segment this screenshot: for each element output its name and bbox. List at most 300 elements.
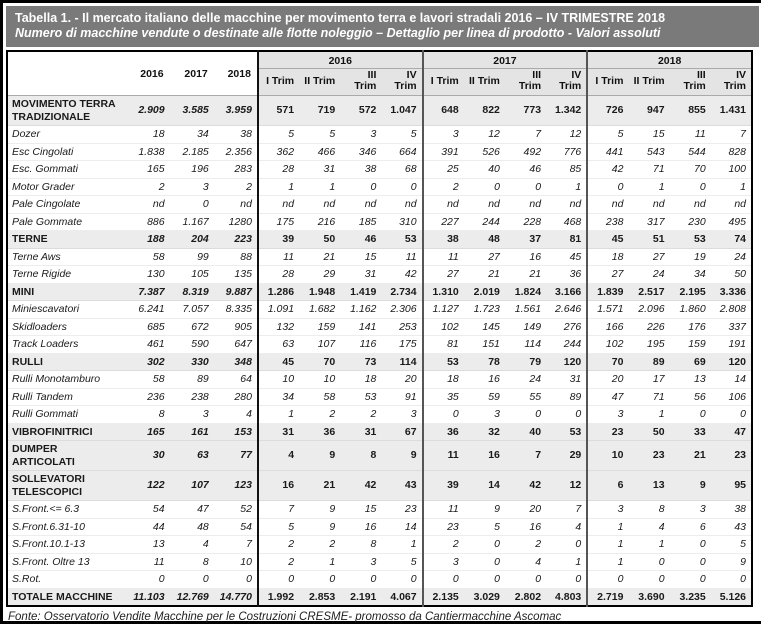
cell-value: 0 xyxy=(711,406,752,424)
cell-value: 1.431 xyxy=(711,96,752,126)
cell-value: 3 xyxy=(423,126,464,144)
cell-value: 672 xyxy=(170,318,214,336)
cell-value: 64 xyxy=(214,371,258,389)
cell-value: 45 xyxy=(258,353,299,371)
cell-value: 50 xyxy=(299,231,340,249)
cell-value: 664 xyxy=(381,143,422,161)
cell-value: 1.571 xyxy=(587,301,628,319)
cell-value: 46 xyxy=(340,231,381,249)
cell-value: 44 xyxy=(125,518,169,536)
cell-value: 106 xyxy=(711,388,752,406)
table-title: Tabella 1. - Il mercato italiano delle macchine per movimento terra e lavori stradali 2016 – IV TRIMESTRE 2018 xyxy=(15,11,666,25)
cell-value: 114 xyxy=(381,353,422,371)
cell-value: nd xyxy=(299,196,340,214)
cell-value: 151 xyxy=(464,336,505,354)
cell-value: 27 xyxy=(423,266,464,284)
cell-value: 11 xyxy=(258,248,299,266)
cell-value: 38 xyxy=(423,231,464,249)
cell-value: 4.803 xyxy=(546,588,587,606)
cell-value: 9 xyxy=(299,501,340,519)
cell-value: 14 xyxy=(464,471,505,501)
cell-value: 73 xyxy=(340,353,381,371)
cell-value: 776 xyxy=(546,143,587,161)
cell-value: 9 xyxy=(299,518,340,536)
cell-value: 45 xyxy=(546,248,587,266)
cell-value: 468 xyxy=(546,213,587,231)
cell-value: 16 xyxy=(258,471,299,501)
cell-value: 19 xyxy=(670,248,711,266)
cell-value: 227 xyxy=(423,213,464,231)
cell-value: 8 xyxy=(628,501,669,519)
table-row xyxy=(7,161,752,179)
cell-value: 7 xyxy=(711,126,752,144)
table-header xyxy=(7,51,752,96)
cell-value: 36 xyxy=(423,423,464,441)
cell-value: 16 xyxy=(505,248,546,266)
cell-value: 244 xyxy=(546,336,587,354)
cell-value: 81 xyxy=(546,231,587,249)
cell-value: 11 xyxy=(670,126,711,144)
cell-value: 330 xyxy=(170,353,214,371)
table-row xyxy=(7,588,752,606)
cell-value: 461 xyxy=(125,336,169,354)
cell-value: 3 xyxy=(587,406,628,424)
annual-year-header-2016: 2016 xyxy=(125,51,169,96)
cell-value: 71 xyxy=(628,161,669,179)
cell-value: 0 xyxy=(340,178,381,196)
cell-value: 317 xyxy=(628,213,669,231)
row-label: S.Front.10.1-13 xyxy=(7,536,125,554)
table-row xyxy=(7,423,752,441)
cell-value: 0 xyxy=(711,571,752,589)
cell-value: 63 xyxy=(258,336,299,354)
cell-value: 4 xyxy=(258,441,299,471)
cell-value: 0 xyxy=(628,571,669,589)
cell-value: 7 xyxy=(214,536,258,554)
cell-value: 236 xyxy=(125,388,169,406)
cell-value: 159 xyxy=(299,318,340,336)
cell-value: 1 xyxy=(628,536,669,554)
cell-value: 0 xyxy=(170,571,214,589)
cell-value: 310 xyxy=(381,213,422,231)
cell-value: 105 xyxy=(170,266,214,284)
cell-value: 2.853 xyxy=(299,588,340,606)
quarter-group-header-2017: 2017 xyxy=(423,51,588,69)
cell-value: 89 xyxy=(628,353,669,371)
row-label: Track Loaders xyxy=(7,336,125,354)
row-label: Esc Cingolati xyxy=(7,143,125,161)
cell-value: 176 xyxy=(670,318,711,336)
cell-value: 132 xyxy=(258,318,299,336)
cell-value: 11 xyxy=(423,501,464,519)
table-row xyxy=(7,336,752,354)
row-label: TERNE xyxy=(7,231,125,249)
table-row xyxy=(7,213,752,231)
cell-value: 14 xyxy=(381,518,422,536)
cell-value: 5 xyxy=(464,518,505,536)
cell-value: nd xyxy=(340,196,381,214)
cell-value: 2.019 xyxy=(464,283,505,301)
cell-value: 5 xyxy=(711,536,752,554)
cell-value: 77 xyxy=(214,441,258,471)
cell-value: 9 xyxy=(464,501,505,519)
cell-value: 58 xyxy=(125,371,169,389)
cell-value: 3 xyxy=(381,406,422,424)
cell-value: 719 xyxy=(299,96,340,126)
table-row xyxy=(7,143,752,161)
cell-value: 12 xyxy=(546,126,587,144)
quarter-header: I Trim xyxy=(423,69,464,96)
cell-value: 11 xyxy=(125,553,169,571)
cell-value: 283 xyxy=(214,161,258,179)
cell-value: 107 xyxy=(299,336,340,354)
quarter-header: III Trim xyxy=(670,69,711,96)
cell-value: 855 xyxy=(670,96,711,126)
cell-value: nd xyxy=(258,196,299,214)
row-label: VIBROFINITRICI xyxy=(7,423,125,441)
cell-value: 70 xyxy=(587,353,628,371)
cell-value: 0 xyxy=(170,196,214,214)
cell-value: 10 xyxy=(587,441,628,471)
row-label: S.Front. Oltre 13 xyxy=(7,553,125,571)
cell-value: 8 xyxy=(340,536,381,554)
cell-value: 81 xyxy=(423,336,464,354)
cell-value: 3 xyxy=(170,178,214,196)
cell-value: 71 xyxy=(628,388,669,406)
cell-value: 42 xyxy=(340,471,381,501)
cell-value: 543 xyxy=(628,143,669,161)
cell-value: 31 xyxy=(340,266,381,284)
cell-value: 195 xyxy=(628,336,669,354)
cell-value: 7.387 xyxy=(125,283,169,301)
cell-value: 7 xyxy=(505,441,546,471)
cell-value: 42 xyxy=(587,161,628,179)
cell-value: 2.802 xyxy=(505,588,546,606)
cell-value: 0 xyxy=(670,571,711,589)
cell-value: 5 xyxy=(258,126,299,144)
cell-value: nd xyxy=(670,196,711,214)
cell-value: 216 xyxy=(299,213,340,231)
corner-cell xyxy=(7,51,125,96)
cell-value: 648 xyxy=(423,96,464,126)
cell-value: 30 xyxy=(125,441,169,471)
cell-value: 7.057 xyxy=(170,301,214,319)
cell-value: 102 xyxy=(423,318,464,336)
cell-value: 466 xyxy=(299,143,340,161)
cell-value: 2.909 xyxy=(125,96,169,126)
cell-value: 38 xyxy=(340,161,381,179)
cell-value: 223 xyxy=(214,231,258,249)
row-label: MINI xyxy=(7,283,125,301)
cell-value: 9 xyxy=(670,471,711,501)
cell-value: 1280 xyxy=(214,213,258,231)
cell-value: 25 xyxy=(423,161,464,179)
cell-value: 226 xyxy=(628,318,669,336)
table-row xyxy=(7,406,752,424)
row-label: Terne Rigide xyxy=(7,266,125,284)
table-row xyxy=(7,353,752,371)
cell-value: 1.723 xyxy=(464,301,505,319)
cell-value: 2.185 xyxy=(170,143,214,161)
cell-value: 130 xyxy=(125,266,169,284)
cell-value: 34 xyxy=(170,126,214,144)
cell-value: 346 xyxy=(340,143,381,161)
quarter-header: III Trim xyxy=(505,69,546,96)
cell-value: 27 xyxy=(587,266,628,284)
cell-value: 166 xyxy=(587,318,628,336)
cell-value: 2 xyxy=(125,178,169,196)
cell-value: 85 xyxy=(546,161,587,179)
cell-value: 78 xyxy=(464,353,505,371)
cell-value: 40 xyxy=(505,423,546,441)
cell-value: 11.103 xyxy=(125,588,169,606)
cell-value: 31 xyxy=(299,161,340,179)
cell-value: 1.838 xyxy=(125,143,169,161)
cell-value: 149 xyxy=(505,318,546,336)
cell-value: 28 xyxy=(258,266,299,284)
cell-value: 52 xyxy=(214,501,258,519)
table-row xyxy=(7,518,752,536)
cell-value: 2 xyxy=(340,406,381,424)
cell-value: 63 xyxy=(170,441,214,471)
cell-value: 145 xyxy=(464,318,505,336)
table-row xyxy=(7,178,752,196)
cell-value: 3.336 xyxy=(711,283,752,301)
cell-value: 2.719 xyxy=(587,588,628,606)
cell-value: 51 xyxy=(628,231,669,249)
cell-value: 2 xyxy=(505,536,546,554)
cell-value: 9 xyxy=(711,553,752,571)
cell-value: 24 xyxy=(711,248,752,266)
cell-value: 6 xyxy=(670,518,711,536)
cell-value: 3 xyxy=(587,501,628,519)
cell-value: 23 xyxy=(711,441,752,471)
cell-value: 15 xyxy=(340,501,381,519)
cell-value: 28 xyxy=(258,161,299,179)
cell-value: 3.029 xyxy=(464,588,505,606)
row-label: SOLLEVATORI TELESCOPICI xyxy=(7,471,125,501)
cell-value: 0 xyxy=(423,571,464,589)
table-row xyxy=(7,571,752,589)
cell-value: 0 xyxy=(546,536,587,554)
cell-value: 3 xyxy=(670,501,711,519)
cell-value: 21 xyxy=(464,266,505,284)
cell-value: 3 xyxy=(423,553,464,571)
cell-value: 1.824 xyxy=(505,283,546,301)
cell-value: 362 xyxy=(258,143,299,161)
row-label: Terne Aws xyxy=(7,248,125,266)
cell-value: 107 xyxy=(170,471,214,501)
cell-value: 441 xyxy=(587,143,628,161)
cell-value: 685 xyxy=(125,318,169,336)
cell-value: 244 xyxy=(464,213,505,231)
cell-value: 544 xyxy=(670,143,711,161)
cell-value: 0 xyxy=(587,571,628,589)
cell-value: 1.342 xyxy=(546,96,587,126)
cell-value: 11 xyxy=(423,441,464,471)
cell-value: 89 xyxy=(170,371,214,389)
cell-value: 8.335 xyxy=(214,301,258,319)
cell-value: 45 xyxy=(587,231,628,249)
cell-value: 13 xyxy=(628,471,669,501)
cell-value: 32 xyxy=(464,423,505,441)
cell-value: 43 xyxy=(711,518,752,536)
cell-value: 7 xyxy=(258,501,299,519)
cell-value: 1 xyxy=(587,553,628,571)
quarter-group-header-2018: 2018 xyxy=(587,51,752,69)
cell-value: 67 xyxy=(381,423,422,441)
cell-value: 39 xyxy=(423,471,464,501)
cell-value: 0 xyxy=(214,571,258,589)
cell-value: 2.517 xyxy=(628,283,669,301)
cell-value: 6.241 xyxy=(125,301,169,319)
cell-value: 526 xyxy=(464,143,505,161)
cell-value: 3.235 xyxy=(670,588,711,606)
cell-value: nd xyxy=(628,196,669,214)
table-row xyxy=(7,536,752,554)
cell-value: 196 xyxy=(170,161,214,179)
cell-value: 1 xyxy=(628,178,669,196)
cell-value: 14 xyxy=(711,371,752,389)
cell-value: 2 xyxy=(258,536,299,554)
quarter-header: I Trim xyxy=(258,69,299,96)
cell-value: 175 xyxy=(381,336,422,354)
cell-value: 2 xyxy=(258,553,299,571)
cell-value: 15 xyxy=(340,248,381,266)
cell-value: 53 xyxy=(381,231,422,249)
cell-value: 8.319 xyxy=(170,283,214,301)
cell-value: 828 xyxy=(711,143,752,161)
cell-value: 21 xyxy=(299,471,340,501)
cell-value: 16 xyxy=(464,441,505,471)
cell-value: 53 xyxy=(423,353,464,371)
table-body xyxy=(7,96,752,607)
cell-value: 391 xyxy=(423,143,464,161)
cell-value: 40 xyxy=(464,161,505,179)
cell-value: 31 xyxy=(340,423,381,441)
cell-value: 21 xyxy=(299,248,340,266)
cell-value: 9.887 xyxy=(214,283,258,301)
cell-value: 230 xyxy=(670,213,711,231)
quarter-header: II Trim xyxy=(464,69,505,96)
cell-value: 48 xyxy=(170,518,214,536)
cell-value: 2.135 xyxy=(423,588,464,606)
cell-value: 647 xyxy=(214,336,258,354)
cell-value: 1 xyxy=(711,178,752,196)
cell-value: 48 xyxy=(464,231,505,249)
cell-value: 21 xyxy=(670,441,711,471)
cell-value: 5 xyxy=(258,518,299,536)
cell-value: 116 xyxy=(340,336,381,354)
cell-value: 54 xyxy=(214,518,258,536)
cell-value: 10 xyxy=(214,553,258,571)
cell-value: 4 xyxy=(628,518,669,536)
annual-year-header-2018: 2018 xyxy=(214,51,258,96)
cell-value: 0 xyxy=(505,406,546,424)
cell-value: 47 xyxy=(711,423,752,441)
quarter-header: II Trim xyxy=(299,69,340,96)
cell-value: 20 xyxy=(587,371,628,389)
cell-value: 1.047 xyxy=(381,96,422,126)
cell-value: 3.166 xyxy=(546,283,587,301)
table-row xyxy=(7,371,752,389)
cell-value: 2.306 xyxy=(381,301,422,319)
cell-value: 1 xyxy=(587,518,628,536)
cell-value: 42 xyxy=(505,471,546,501)
cell-value: 1 xyxy=(258,178,299,196)
cell-value: 24 xyxy=(628,266,669,284)
table-row xyxy=(7,96,752,126)
cell-value: 0 xyxy=(464,571,505,589)
table-row xyxy=(7,553,752,571)
table-row xyxy=(7,231,752,249)
cell-value: 492 xyxy=(505,143,546,161)
cell-value: 20 xyxy=(381,371,422,389)
cell-value: 0 xyxy=(125,571,169,589)
quarter-header: IV Trim xyxy=(381,69,422,96)
cell-value: 23 xyxy=(423,518,464,536)
cell-value: 91 xyxy=(381,388,422,406)
row-label: TOTALE MACCHINE xyxy=(7,588,125,606)
cell-value: 18 xyxy=(340,371,381,389)
cell-value: 886 xyxy=(125,213,169,231)
cell-value: 3 xyxy=(340,126,381,144)
cell-value: 18 xyxy=(125,126,169,144)
cell-value: 2.096 xyxy=(628,301,669,319)
cell-value: 1.127 xyxy=(423,301,464,319)
row-label: Pale Gommate xyxy=(7,213,125,231)
cell-value: 27 xyxy=(464,248,505,266)
row-label: Miniescavatori xyxy=(7,301,125,319)
cell-value: 70 xyxy=(670,161,711,179)
cell-value: 12 xyxy=(546,471,587,501)
cell-value: 16 xyxy=(464,371,505,389)
cell-value: 122 xyxy=(125,471,169,501)
cell-value: 88 xyxy=(214,248,258,266)
cell-value: 2.734 xyxy=(381,283,422,301)
cell-value: 572 xyxy=(340,96,381,126)
cell-value: 0 xyxy=(464,178,505,196)
cell-value: nd xyxy=(381,196,422,214)
cell-value: 1.310 xyxy=(423,283,464,301)
table-row xyxy=(7,196,752,214)
cell-value: 3.585 xyxy=(170,96,214,126)
cell-value: 302 xyxy=(125,353,169,371)
cell-value: 3 xyxy=(464,406,505,424)
row-label: Rulli Gommati xyxy=(7,406,125,424)
source-note: Fonte: Osservatorio Vendite Macchine per le Costruzioni CRESME- promosso da Cantiermacchine Ascomac xyxy=(8,611,562,623)
row-label: Motor Grader xyxy=(7,178,125,196)
cell-value: 99 xyxy=(170,248,214,266)
cell-value: 59 xyxy=(464,388,505,406)
cell-value: 7 xyxy=(505,126,546,144)
cell-value: 2 xyxy=(423,536,464,554)
cell-value: 280 xyxy=(214,388,258,406)
row-label: S.Front.<= 6.3 xyxy=(7,501,125,519)
cell-value: 31 xyxy=(258,423,299,441)
table-row xyxy=(7,471,752,501)
cell-value: 12.769 xyxy=(170,588,214,606)
cell-value: 2 xyxy=(299,406,340,424)
cell-value: 50 xyxy=(628,423,669,441)
cell-value: 947 xyxy=(628,96,669,126)
table-row xyxy=(7,283,752,301)
cell-value: 35 xyxy=(423,388,464,406)
row-label: Pale Cingolate xyxy=(7,196,125,214)
cell-value: 1 xyxy=(587,536,628,554)
row-label: MOVIMENTO TERRA TRADIZIONALE xyxy=(7,96,125,126)
table-row xyxy=(7,501,752,519)
